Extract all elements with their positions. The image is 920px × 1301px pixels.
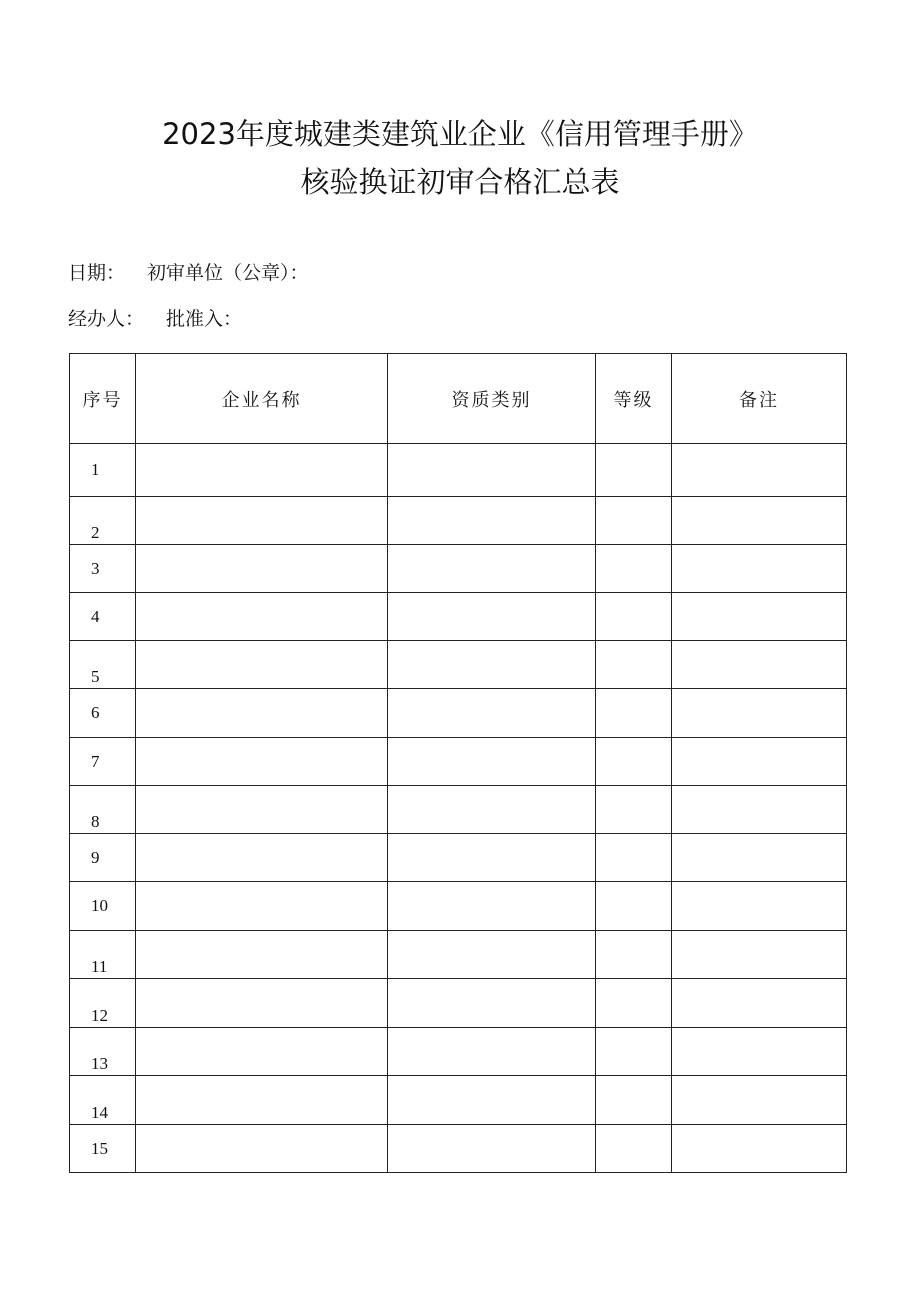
table-header-row <box>70 354 847 444</box>
row-remark-cell[interactable] <box>672 1076 847 1125</box>
row-qualification-cell[interactable] <box>388 882 596 931</box>
row-company-cell[interactable] <box>136 931 388 979</box>
header-seq: 序号 <box>70 354 136 444</box>
row-grade-cell[interactable] <box>596 1076 672 1125</box>
document-title-line2: 核验换证初审合格汇总表 <box>300 165 620 199</box>
date-label: 日期： <box>68 262 126 284</box>
row-remark-cell[interactable] <box>672 593 847 641</box>
table-body <box>70 444 847 1173</box>
row-remark-cell[interactable] <box>672 979 847 1028</box>
row-company-cell[interactable] <box>136 1076 388 1125</box>
row-qualification-cell[interactable] <box>388 738 596 786</box>
row-seq-cell: 13 <box>70 1028 136 1076</box>
row-company-cell[interactable] <box>136 1125 388 1173</box>
row-remark-cell[interactable] <box>672 931 847 979</box>
row-grade-cell[interactable] <box>596 786 672 834</box>
row-qualification-cell[interactable] <box>388 689 596 738</box>
row-remark-cell[interactable] <box>672 1125 847 1173</box>
table-row <box>70 444 847 497</box>
row-qualification-cell[interactable] <box>388 1076 596 1125</box>
summary-table <box>69 353 847 1173</box>
row-qualification-cell[interactable] <box>388 979 596 1028</box>
row-company-cell[interactable] <box>136 1028 388 1076</box>
row-seq-cell: 3 <box>70 545 136 593</box>
row-company-cell[interactable] <box>136 444 388 497</box>
header-remark: 备注 <box>672 354 847 444</box>
row-grade-cell[interactable] <box>596 593 672 641</box>
row-grade-cell[interactable] <box>596 931 672 979</box>
row-grade-cell[interactable] <box>596 689 672 738</box>
row-seq-cell: 7 <box>70 738 136 786</box>
row-seq-cell: 12 <box>70 979 136 1028</box>
header-grade: 等级 <box>596 354 672 444</box>
row-remark-cell[interactable] <box>672 497 847 545</box>
row-company-cell[interactable] <box>136 641 388 689</box>
row-remark-cell[interactable] <box>672 786 847 834</box>
table-row <box>70 545 847 593</box>
table-row <box>70 641 847 689</box>
table-row <box>70 593 847 641</box>
row-remark-cell[interactable] <box>672 834 847 882</box>
row-grade-cell[interactable] <box>596 497 672 545</box>
row-seq-cell: 4 <box>70 593 136 641</box>
row-qualification-cell[interactable] <box>388 593 596 641</box>
row-remark-cell[interactable] <box>672 1028 847 1076</box>
row-seq-cell: 2 <box>70 497 136 545</box>
row-seq-cell: 14 <box>70 1076 136 1125</box>
row-remark-cell[interactable] <box>672 545 847 593</box>
row-grade-cell[interactable] <box>596 979 672 1028</box>
table-row <box>70 689 847 738</box>
row-seq-cell: 8 <box>70 786 136 834</box>
row-grade-cell[interactable] <box>596 641 672 689</box>
row-grade-cell[interactable] <box>596 444 672 497</box>
row-remark-cell[interactable] <box>672 882 847 931</box>
row-qualification-cell[interactable] <box>388 444 596 497</box>
row-qualification-cell[interactable] <box>388 834 596 882</box>
row-company-cell[interactable] <box>136 689 388 738</box>
table-row <box>70 786 847 834</box>
table-row <box>70 1076 847 1125</box>
row-qualification-cell[interactable] <box>388 786 596 834</box>
row-remark-cell[interactable] <box>672 689 847 738</box>
table-row <box>70 738 847 786</box>
row-grade-cell[interactable] <box>596 834 672 882</box>
row-grade-cell[interactable] <box>596 1125 672 1173</box>
table-row <box>70 882 847 931</box>
table-row <box>70 834 847 882</box>
row-qualification-cell[interactable] <box>388 545 596 593</box>
meta-row-date-unit <box>68 260 309 286</box>
row-company-cell[interactable] <box>136 593 388 641</box>
row-seq-cell: 15 <box>70 1125 136 1173</box>
row-remark-cell[interactable] <box>672 641 847 689</box>
table-row <box>70 979 847 1028</box>
row-qualification-cell[interactable] <box>388 931 596 979</box>
row-grade-cell[interactable] <box>596 545 672 593</box>
approver-label: 批准入： <box>166 308 243 330</box>
row-company-cell[interactable] <box>136 738 388 786</box>
unit-label: 初审单位（公章）： <box>147 262 309 284</box>
table-row <box>70 931 847 979</box>
table-row <box>70 1125 847 1173</box>
row-grade-cell[interactable] <box>596 738 672 786</box>
row-grade-cell[interactable] <box>596 1028 672 1076</box>
document-title-line1: 2023年度城建类建筑业企业《信用管理手册》 <box>162 117 758 151</box>
row-company-cell[interactable] <box>136 497 388 545</box>
row-company-cell[interactable] <box>136 979 388 1028</box>
row-company-cell[interactable] <box>136 786 388 834</box>
header-company-name: 企业名称 <box>136 354 388 444</box>
header-qualification-type: 资质类别 <box>388 354 596 444</box>
row-seq-cell: 10 <box>70 882 136 931</box>
row-grade-cell[interactable] <box>596 882 672 931</box>
row-seq-cell: 9 <box>70 834 136 882</box>
row-company-cell[interactable] <box>136 545 388 593</box>
row-remark-cell[interactable] <box>672 444 847 497</box>
row-seq-cell: 11 <box>70 931 136 979</box>
row-qualification-cell[interactable] <box>388 1125 596 1173</box>
meta-row-handler-approver <box>68 306 242 332</box>
row-seq-cell: 1 <box>70 444 136 497</box>
row-seq-cell: 5 <box>70 641 136 689</box>
table-row <box>70 497 847 545</box>
row-company-cell[interactable] <box>136 882 388 931</box>
row-qualification-cell[interactable] <box>388 1028 596 1076</box>
row-qualification-cell[interactable] <box>388 641 596 689</box>
row-qualification-cell[interactable] <box>388 497 596 545</box>
row-seq-cell: 6 <box>70 689 136 738</box>
row-company-cell[interactable] <box>136 834 388 882</box>
table-row <box>70 1028 847 1076</box>
row-remark-cell[interactable] <box>672 738 847 786</box>
handler-label: 经办人： <box>68 308 145 330</box>
